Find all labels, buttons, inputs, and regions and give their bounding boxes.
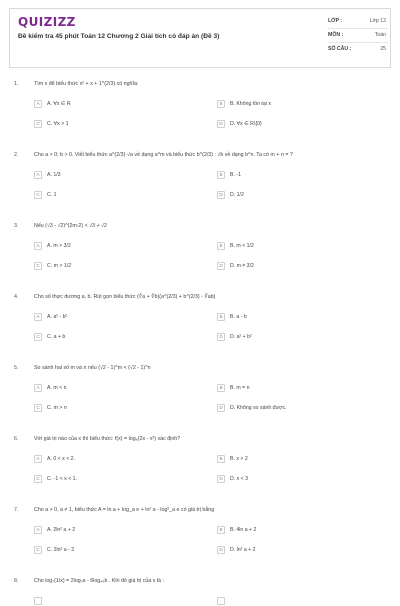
option-a[interactable] <box>34 453 217 464</box>
option-letter-box: C <box>34 475 42 483</box>
option-a[interactable] <box>34 240 217 251</box>
option-letter-box: A <box>34 242 42 250</box>
option-text: B. 4ln a + 2 <box>230 526 257 533</box>
option-a[interactable] <box>34 169 217 180</box>
option-d[interactable] <box>217 473 400 484</box>
option-letter-box: D <box>217 475 225 483</box>
question-text: Cho a > 0; b > 0. Viết biểu thức a^(2/3)·√a về dạng a^m và biểu thức b^(2/3) : √b về dạng b^n. Ta có m + n = ? <box>34 152 293 158</box>
option-text: D. x < 3 <box>230 475 249 482</box>
option-text: A. 1/3 <box>47 171 61 178</box>
option-d[interactable] <box>217 331 400 342</box>
option-letter-box: D <box>217 191 225 199</box>
option-text: D. a² + b² <box>230 333 252 340</box>
question-line <box>14 504 386 516</box>
option-letter-box: A <box>34 384 42 392</box>
question-4 <box>14 291 386 342</box>
options-grid <box>34 453 386 484</box>
option-letter-box: A <box>34 100 42 108</box>
question-number: 2. <box>14 152 19 158</box>
options-grid <box>34 595 386 606</box>
question-text: Cho a > 0, a ≠ 1, biểu thức A = ln a + log_a e + ln² a - log²_a e có giá trị bằng <box>34 507 215 513</box>
option-b[interactable] <box>217 453 400 464</box>
option-b[interactable] <box>217 98 400 109</box>
option-d[interactable] <box>217 118 400 129</box>
option-b[interactable] <box>217 169 400 180</box>
option-text: A. 2ln² a + 2 <box>47 526 76 533</box>
option-text: B. x > 2 <box>230 455 248 462</box>
option-letter-box: B <box>217 242 225 250</box>
option-text: D. ln² a + 2 <box>230 546 256 553</box>
question-line <box>14 220 386 232</box>
option-text: C. 1 <box>47 191 57 198</box>
question-6 <box>14 433 386 484</box>
worksheet-header <box>9 8 391 68</box>
option-c[interactable] <box>34 118 217 129</box>
option-text: B. a - b <box>230 313 247 320</box>
option-letter-box: A <box>34 526 42 534</box>
option-c[interactable] <box>34 331 217 342</box>
option-text: D. ∀x ∈ R\{0} <box>230 120 262 127</box>
question-line <box>14 149 386 161</box>
meta-row-subject <box>328 29 388 43</box>
worksheet-title: Đề kiểm tra 45 phút Toán 12 Chương 2 Giải tích có đáp án (Đề 3) <box>18 33 220 40</box>
option-letter-box: A <box>34 313 42 321</box>
option-letter-box: B <box>217 384 225 392</box>
question-text: Nếu (√3 - √2)^(2m-2) < √3 + √2 <box>34 223 107 229</box>
option-a[interactable] <box>34 382 217 393</box>
option-d[interactable] <box>217 260 400 271</box>
option-b-partial[interactable] <box>217 595 400 606</box>
options-grid <box>34 98 386 129</box>
question-text: So sánh hai số m và n nếu (√2 - 1)^m < (√2 - 1)^n <box>34 365 151 371</box>
option-text: C. -1 < x < 1. <box>47 475 77 482</box>
question-text: Tìm x để biểu thức x² + x + 1^(2/3) có nghĩa: <box>34 81 139 87</box>
question-line <box>14 291 386 303</box>
quizizz-logo: QUIZIZZ <box>18 15 76 29</box>
option-text: B. m = n <box>230 384 250 391</box>
option-text: A. 0 < x < 2. <box>47 455 75 462</box>
option-text: B. m < 1/2 <box>230 242 254 249</box>
option-a[interactable] <box>34 524 217 535</box>
option-c[interactable] <box>34 402 217 413</box>
question-number: 7. <box>14 507 19 513</box>
worksheet-meta <box>328 15 388 56</box>
option-d[interactable] <box>217 189 400 200</box>
option-text: C. ∀x > 1 <box>47 120 69 127</box>
option-letter-box: A <box>34 455 42 463</box>
option-text: A. m > 3/2 <box>47 242 71 249</box>
question-8 <box>14 575 386 606</box>
option-a-partial[interactable] <box>34 595 217 606</box>
meta-value: Lớp 12 <box>369 18 386 24</box>
options-grid <box>34 311 386 342</box>
option-letter-box: C <box>34 546 42 554</box>
question-number: 6. <box>14 436 19 442</box>
question-line <box>14 575 386 587</box>
option-letter-box: C <box>34 333 42 341</box>
option-d[interactable] <box>217 402 400 413</box>
option-text: A. ∀x ∈ R <box>47 100 71 107</box>
question-line <box>14 362 386 374</box>
option-b[interactable] <box>217 524 400 535</box>
option-text: C. 2ln² a - 2 <box>47 546 75 553</box>
option-text: D. Không so sánh được. <box>230 404 287 411</box>
options-grid <box>34 169 386 200</box>
option-letter-box: C <box>34 120 42 128</box>
question-number: 5. <box>14 365 19 371</box>
option-a[interactable] <box>34 311 217 322</box>
options-grid <box>34 382 386 413</box>
question-3 <box>14 220 386 271</box>
option-text: D. 1/2 <box>230 191 244 198</box>
question-text: Với giá trị nào của x thì biểu thức: f(x) = log₆(2x - x²) xác định? <box>34 436 181 442</box>
option-c[interactable] <box>34 189 217 200</box>
option-letter-box: B <box>217 313 225 321</box>
meta-label: SỐ CÂU : <box>328 46 352 52</box>
option-b[interactable] <box>217 382 400 393</box>
question-number: 8. <box>14 578 19 584</box>
option-c[interactable] <box>34 544 217 555</box>
option-letter-box: B <box>217 171 225 179</box>
question-number: 1. <box>14 81 19 87</box>
option-letter-box: B <box>217 455 225 463</box>
option-letter-box: B <box>217 526 225 534</box>
option-letter-box: C <box>34 404 42 412</box>
meta-row-count <box>328 43 388 56</box>
option-text: D. m ≠ 3/2 <box>230 262 254 269</box>
meta-label: MÔN : <box>328 32 344 38</box>
option-text: C. a + b <box>47 333 66 340</box>
options-grid <box>34 240 386 271</box>
option-letter-box: A <box>34 171 42 179</box>
question-7 <box>14 504 386 555</box>
meta-label: LỚP : <box>328 18 343 24</box>
option-b[interactable] <box>217 311 400 322</box>
option-letter-box <box>217 597 225 605</box>
option-b[interactable] <box>217 240 400 251</box>
question-number: 4. <box>14 294 19 300</box>
meta-row-class <box>328 15 388 29</box>
option-letter-box: B <box>217 100 225 108</box>
option-text: A. m < n <box>47 384 67 391</box>
meta-value: Toán <box>374 32 386 38</box>
option-letter-box: C <box>34 191 42 199</box>
question-number: 3. <box>14 223 19 229</box>
question-line <box>14 433 386 445</box>
meta-value: 25 <box>380 46 386 52</box>
question-line <box>14 78 386 90</box>
question-text: Cho số thực dương a, b. Rút gọn biểu thức (∛a + ∛b)(a^(2/3) + b^(2/3) - ∛ab) <box>34 294 216 300</box>
option-text: C. m > 1/2 <box>47 262 72 269</box>
question-1 <box>14 78 386 129</box>
option-letter-box: C <box>34 262 42 270</box>
option-letter-box <box>34 597 42 605</box>
question-text: Cho log₇(1/x) = 2log₇a - 6log₄₉b . Khi đó giá trị của x là : <box>34 578 164 584</box>
option-text: B. -1 <box>230 171 241 178</box>
option-text: A. a² - b² <box>47 313 68 320</box>
question-5 <box>14 362 386 413</box>
option-letter-box: D <box>217 404 225 412</box>
options-grid <box>34 524 386 555</box>
option-letter-box: D <box>217 120 225 128</box>
option-letter-box: D <box>217 333 225 341</box>
option-text: B. Không tồn tại x <box>230 100 271 107</box>
question-2 <box>14 149 386 200</box>
option-text: C. m > n <box>47 404 67 411</box>
option-a[interactable] <box>34 98 217 109</box>
option-c[interactable] <box>34 260 217 271</box>
option-c[interactable] <box>34 473 217 484</box>
option-letter-box: D <box>217 262 225 270</box>
option-letter-box: D <box>217 546 225 554</box>
option-d[interactable] <box>217 544 400 555</box>
